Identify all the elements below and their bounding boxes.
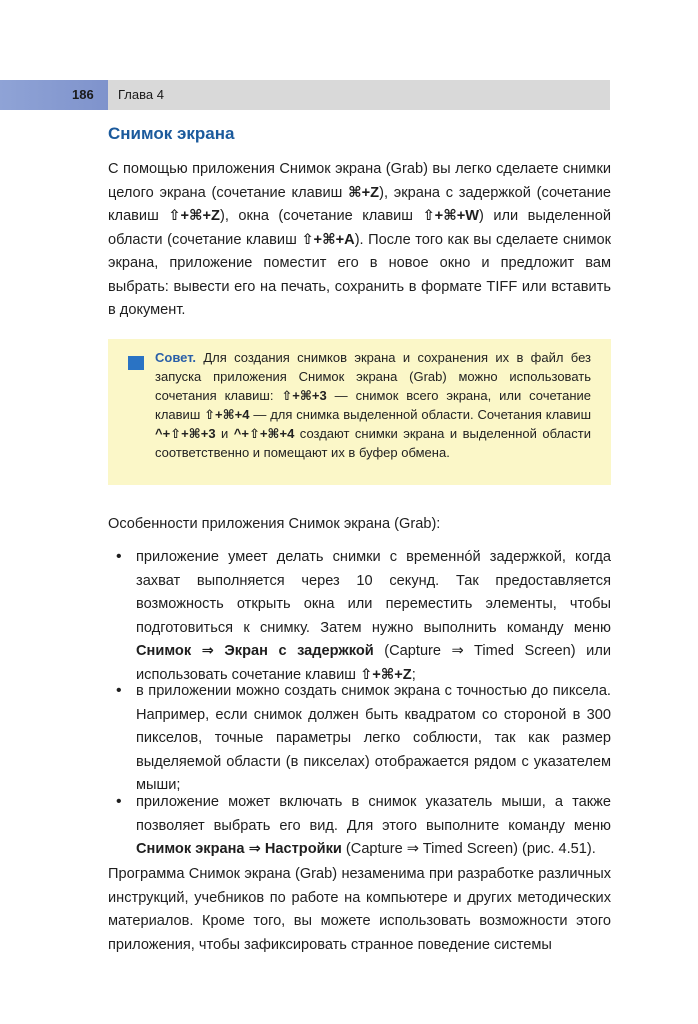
shortcut-key: ⌘+Z	[348, 184, 380, 201]
list-item: в приложении можно создать снимок экрана с точностью до пиксела. Например, если снимок должен быть квадратом со стороной в 300 пикселов, точные параметры легко соблюсти, так как размер выделяемой области (в пикселах) отображается рядом с указателем мыши;	[136, 683, 611, 793]
header-bar	[108, 80, 610, 110]
tip-text: Совет. Для создания снимков экрана и сохранения их в файл без запуска приложения Снимок экрана (Grab) можно использовать сочетания клавиш: ⇧+⌘+3 — снимок всего экрана, или сочетание клавиш ⇧+⌘+4 — для снимка выделенной области. Сочетания клавиш ^+⇧+⌘+3 и ^+⇧+⌘+4 создают снимки экрана и выделенной области соответственно и помещают их в буфер обмена.	[155, 350, 591, 460]
features-intro: Особенности приложения Снимок экрана (Grab):	[108, 516, 441, 532]
page-number: 186	[72, 87, 94, 102]
section-title: Снимок экрана	[108, 124, 235, 143]
bullet-icon: •	[116, 548, 122, 565]
closing-paragraph: Программа Снимок экрана (Grab) незаменима при разработке различных инструкций, учебников по работе на компьютере и других методических материалов. Кроме того, вы можете использовать возможности этого приложения, чтобы зафиксировать странное поведение системы	[108, 866, 611, 953]
shortcut-key: ⇧+⌘+Z	[168, 208, 220, 224]
shortcut-key: ^+⇧+⌘+4	[233, 426, 295, 441]
shortcut-key: ⇧+⌘+4	[204, 407, 250, 422]
chapter-title: Глава 4	[118, 87, 164, 102]
menu-path: Снимок ⇒ Экран с задержкой	[136, 643, 374, 659]
tip-label: Совет.	[155, 350, 197, 365]
shortcut-key: ⇧+⌘+Z	[360, 666, 412, 683]
bullet-icon: •	[116, 682, 122, 699]
shortcut-key: ⇧+⌘+A	[301, 231, 355, 248]
menu-path: Снимок экрана ⇒ Настройки	[136, 841, 342, 857]
list-item: приложение может включать в снимок указатель мыши, а также позволяет выбрать его вид. Для этого выполните команду меню Снимок экрана ⇒ Настройки (Capture ⇒ Timed Screen) (рис. 4.51).	[136, 794, 611, 857]
shortcut-key: ⇧+⌘+W	[422, 208, 480, 224]
shortcut-key: ⇧+⌘+3	[281, 388, 327, 403]
intro-paragraph: С помощью приложения Снимок экрана (Grab) вы легко сделаете снимки целого экрана (сочетание клавиш ⌘+Z), экрана с задержкой (сочетание клавиш ⇧+⌘+Z), окна (сочетание клавиш ⇧+⌘+W) или выделенной области (сочетание клавиш ⇧+⌘+A). После того как вы сделаете снимок экрана, приложение поместит его в новое окно и предложит вам выбрать: вывести его на печать, сохранить в формате TIFF или вставить в документ.	[108, 161, 612, 318]
bullet-icon: •	[116, 793, 122, 810]
tip-marker-icon	[128, 356, 144, 370]
shortcut-key: ^+⇧+⌘+3	[155, 426, 216, 441]
list-item: приложение умеет делать снимки с временнóй задержкой, когда захват выполняется через 10 секунд. Так предоставляется возможность открыть окна или переместить элементы, чтобы подготовиться к снимку. Затем нужно выполнить команду меню Снимок ⇒ Экран с задержкой (Capture ⇒ Timed Screen) или использовать сочетание клавиш ⇧+⌘+Z;	[136, 549, 611, 683]
